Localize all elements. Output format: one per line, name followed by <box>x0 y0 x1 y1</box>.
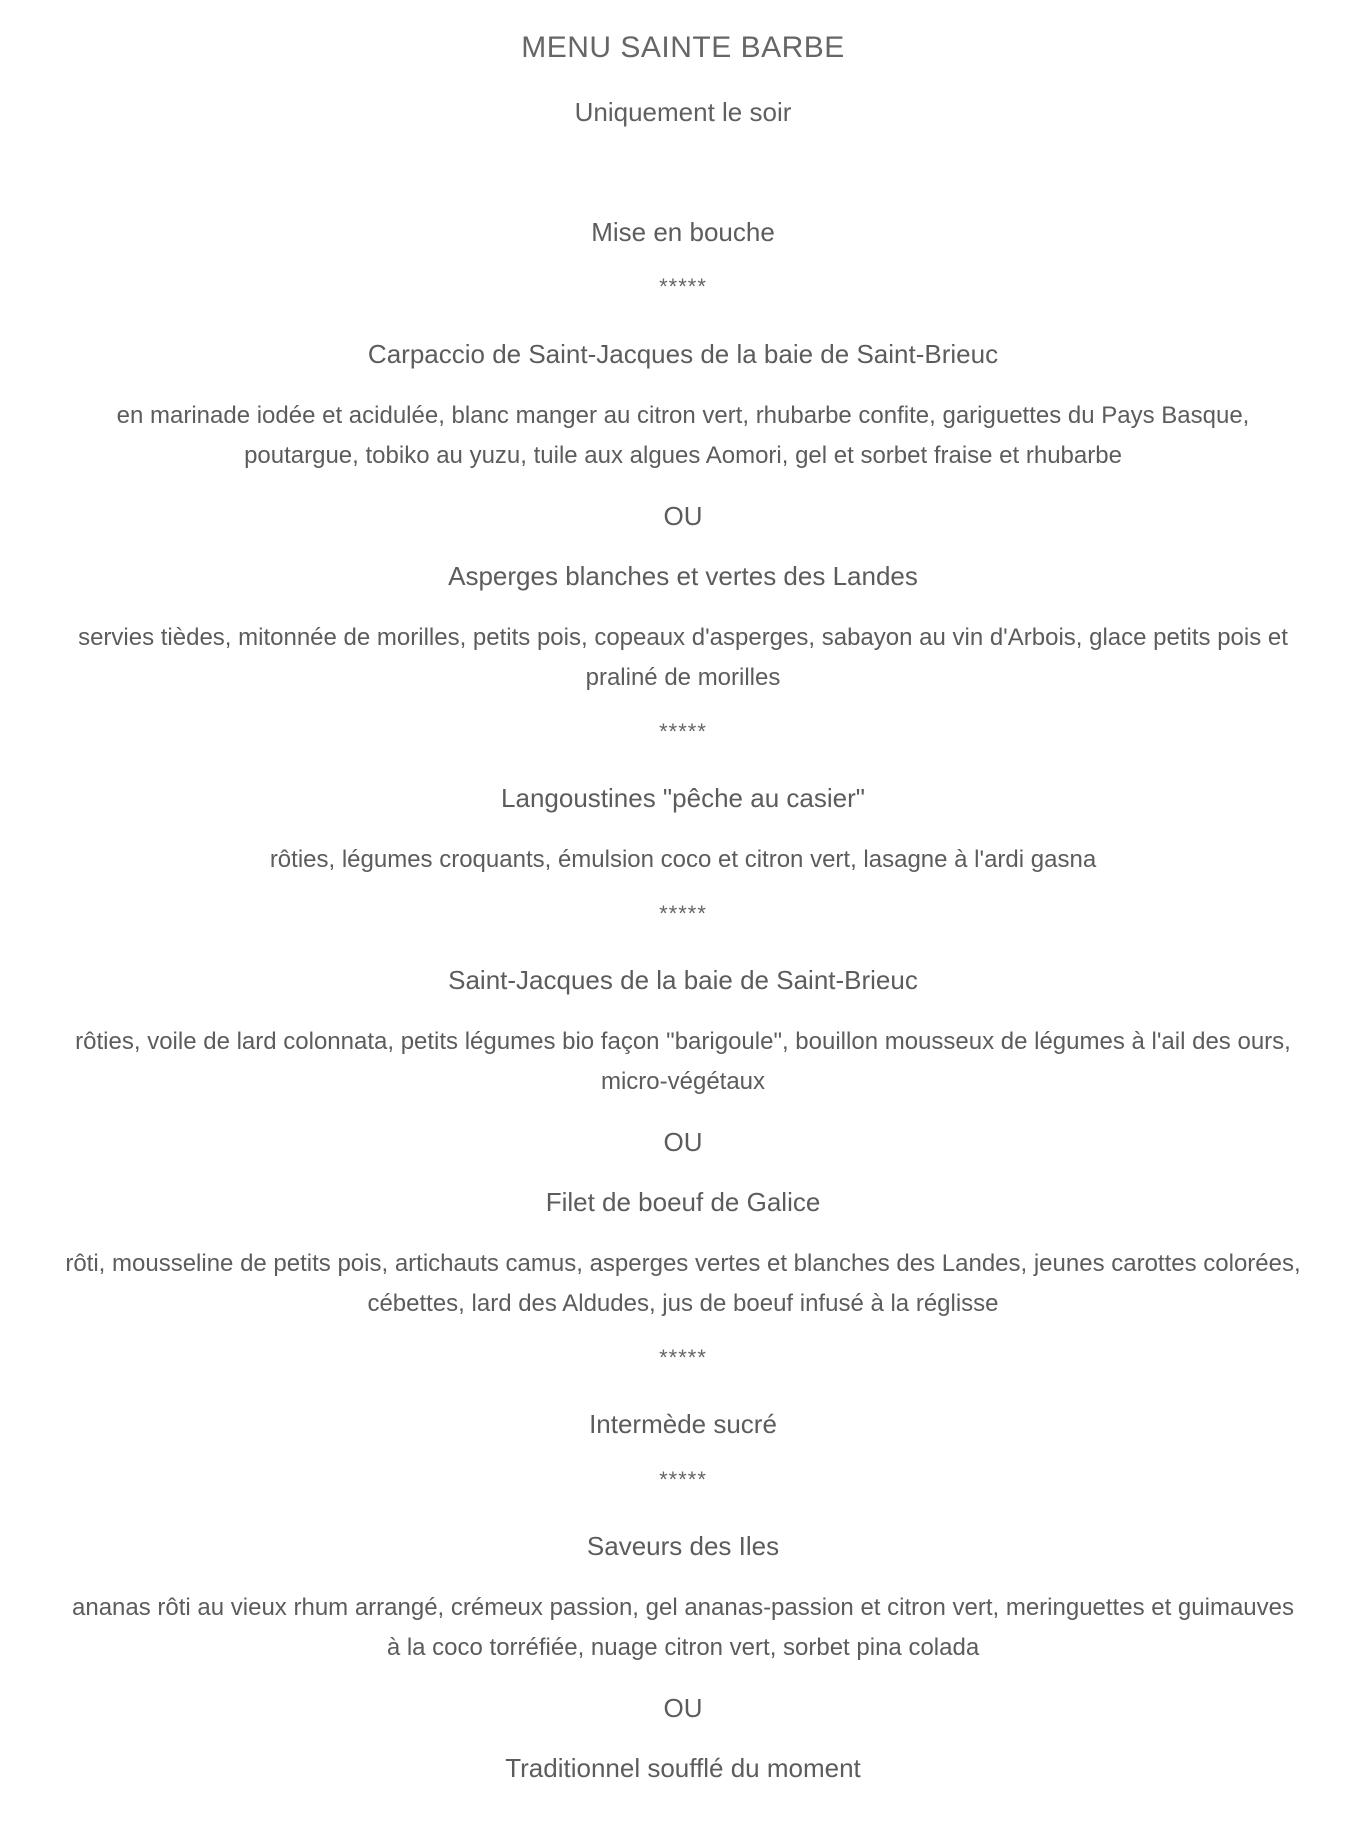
starter-2-desc-line-1: servies tièdes, mitonnée de morilles, petits pois, copeaux d'asperges, sabayon au vin d'Arbois, glace petits pois et <box>78 624 1288 651</box>
starter-2-description <box>0 618 1366 698</box>
dessert-1-desc-line-2: à la coco torréfiée, nuage citron vert, sorbet pina colada <box>386 1634 980 1661</box>
or-separator: OU <box>663 501 703 531</box>
or-separator: OU <box>663 1127 703 1157</box>
separator: ***** <box>659 274 707 299</box>
main-1-description <box>0 1022 1366 1102</box>
or-separator: OU <box>663 1693 703 1723</box>
separator: ***** <box>659 901 707 926</box>
main-2-description <box>0 1244 1366 1324</box>
main-2-name: Filet de boeuf de Galice <box>545 1187 821 1217</box>
menu-subtitle: Uniquement le soir <box>574 97 792 127</box>
main-2-desc-line-1: rôti, mousseline de petits pois, artichauts camus, asperges vertes et blanches des Landes, jeunes carottes colorées, <box>65 1250 1301 1277</box>
starter-2-name: Asperges blanches et vertes des Landes <box>448 561 918 591</box>
mise-en-bouche: Mise en bouche <box>591 217 775 247</box>
dessert-1-description <box>0 1588 1366 1668</box>
fish-desc-line-1: rôties, légumes croquants, émulsion coco et citron vert, lasagne à l'ardi gasna <box>269 846 1097 873</box>
fish-description <box>0 840 1366 880</box>
starter-1-name: Carpaccio de Saint-Jacques de la baie de Saint-Brieuc <box>367 339 999 369</box>
main-1-desc-line-1: rôties, voile de lard colonnata, petits légumes bio façon "barigoule", bouillon mousseux de légumes à l'ail des ours, <box>75 1028 1291 1055</box>
separator: ***** <box>659 1345 707 1370</box>
dessert-1-desc-line-1: ananas rôti au vieux rhum arrangé, crémeux passion, gel ananas-passion et citron vert, meringuettes et guimauves <box>72 1594 1294 1621</box>
separator: ***** <box>659 719 707 744</box>
dessert-1-name: Saveurs des Iles <box>586 1531 780 1561</box>
dessert-2-name: Traditionnel soufflé du moment <box>505 1753 861 1783</box>
starter-2-desc-line-2: praliné de morilles <box>585 664 781 691</box>
starter-1-desc-line-2: poutargue, tobiko au yuzu, tuile aux algues Aomori, gel et sorbet fraise et rhubarbe <box>244 442 1122 469</box>
main-2-desc-line-2: cébettes, lard des Aldudes, jus de boeuf infusé à la réglisse <box>367 1290 999 1317</box>
main-1-desc-line-2: micro-végétaux <box>600 1068 766 1095</box>
starter-1-desc-line-1: en marinade iodée et acidulée, blanc manger au citron vert, rhubarbe confite, gariguettes du Pays Basque, <box>116 402 1250 429</box>
separator: ***** <box>659 1467 707 1492</box>
intermede-name: Intermède sucré <box>589 1409 777 1439</box>
main-1-name: Saint-Jacques de la baie de Saint-Brieuc <box>448 965 918 995</box>
menu-title: MENU SAINTE BARBE <box>521 31 845 64</box>
fish-name: Langoustines "pêche au casier" <box>501 783 865 813</box>
starter-1-description <box>0 396 1366 476</box>
